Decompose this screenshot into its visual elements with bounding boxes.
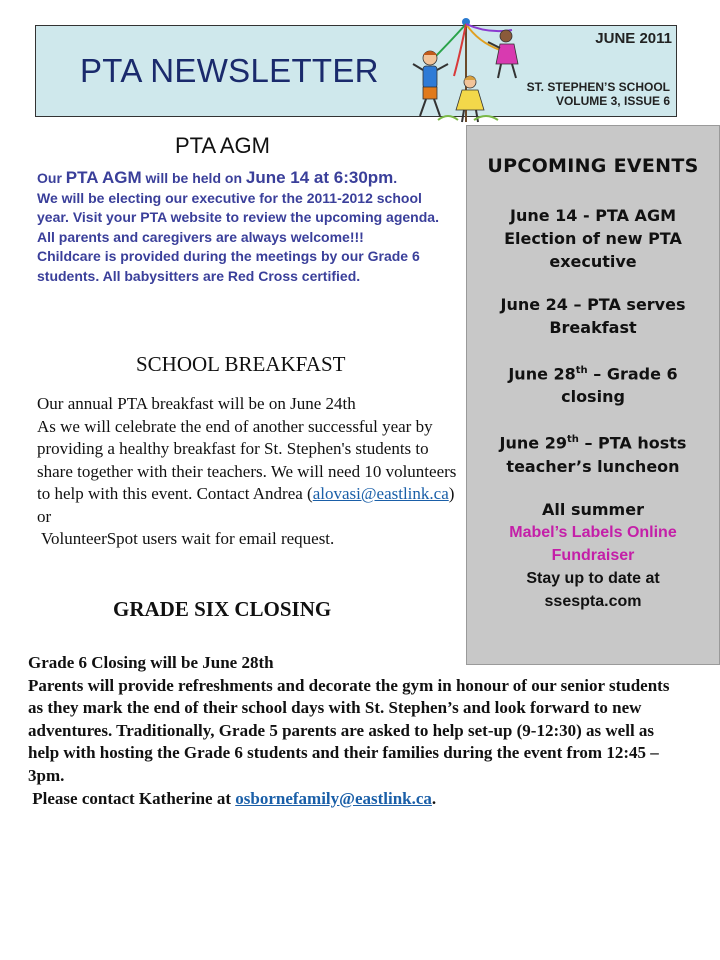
event-fundraiser: Mabel’s Labels Online Fundraiser	[509, 523, 677, 564]
breakfast-or: ) or	[37, 484, 455, 526]
issue-date: JUNE 2011	[595, 30, 672, 47]
newsletter-title: PTA NEWSLETTER	[80, 52, 379, 89]
grade-six-contact	[28, 788, 688, 811]
event-all-summer: All summer	[542, 499, 644, 519]
event-luncheon-sup: th	[566, 434, 579, 446]
agm-announcement	[37, 168, 447, 189]
breakfast-body	[37, 393, 462, 551]
breakfast-volunteerspot: VolunteerSpot users wait for email request.	[37, 529, 335, 548]
agm-text-our: Our	[37, 170, 66, 186]
grade-six-date: Grade 6 Closing will be June 28th	[28, 653, 274, 672]
agm-text-pta-agm: PTA AGM	[65, 168, 142, 187]
event-luncheon	[466, 428, 720, 477]
event-grade6-sup: th	[575, 365, 588, 376]
event-luncheon-date: June 29	[499, 433, 567, 453]
dancing-children-icon	[408, 14, 526, 126]
events-title: UPCOMING EVENTS	[487, 155, 699, 177]
breakfast-heading: SCHOOL BREAKFAST	[136, 352, 346, 376]
agm-text-held-on: will be held on	[141, 170, 246, 186]
event-luncheon-text: – PTA hosts teacher’s luncheon	[506, 433, 687, 476]
andrea-email-link[interactable]: alovasi@eastlink.ca	[312, 484, 449, 503]
contact-text: Please contact Katherine at	[28, 788, 236, 808]
agm-electing: We will be electing our executive for the 2011-2012 school year. Visit your PTA website to review the upcoming agenda. All parents and caregivers are always welcome!!!	[37, 189, 439, 245]
school-volume	[520, 80, 670, 108]
katherine-email-link[interactable]: osbornefamily@eastlink.ca	[235, 788, 432, 808]
agm-childcare: Childcare is provided during the meetings by our Grade 6 students. All babysitters are Red Cross certified.	[37, 248, 420, 284]
school-name: ST. STEPHEN’S SCHOOL	[526, 80, 670, 94]
upcoming-events-list	[466, 155, 720, 613]
breakfast-text: As we will celebrate the end of another successful year by providing a healthy breakfast for St. Stephen's students to share together with their teachers. We will need 10 volunteers to help with this event. Contact Andrea (	[37, 416, 457, 503]
grade-six-heading: GRADE SIX CLOSING	[113, 597, 332, 621]
volume-issue: VOLUME 3, ISSUE 6	[555, 94, 670, 108]
event-grade6-date: June 28	[508, 364, 576, 384]
breakfast-date: Our annual PTA breakfast will be on June 24th	[37, 394, 356, 413]
agm-period: .	[393, 170, 398, 186]
event-agm: June 14 - PTA AGM Election of new PTA executive	[504, 206, 682, 271]
contact-period: .	[431, 788, 437, 808]
event-stay-up-to-date: Stay up to date at ssespta.com	[526, 569, 660, 610]
breakfast-description	[37, 416, 462, 529]
event-breakfast: June 24 – PTA serves Breakfast	[500, 295, 686, 337]
agm-heading: PTA AGM	[175, 133, 270, 158]
event-grade6-closing	[466, 359, 720, 408]
grade-six-body	[28, 652, 688, 810]
grade-six-description: Parents will provide refreshments and decorate the gym in honour of our senior students as they mark the end of their school days with St. Stephen’s and look forward to new adventures. Traditionally, Grade 5 parents are asked to help set-up (9-12:30) as well as help with hosting the Grade 6 students and their families during the event from 12:45 – 3pm.	[28, 675, 670, 785]
agm-body	[37, 168, 447, 287]
agm-date-time: June 14 at 6:30pm	[245, 168, 394, 187]
event-grade6-text: – Grade 6 closing	[561, 364, 678, 407]
